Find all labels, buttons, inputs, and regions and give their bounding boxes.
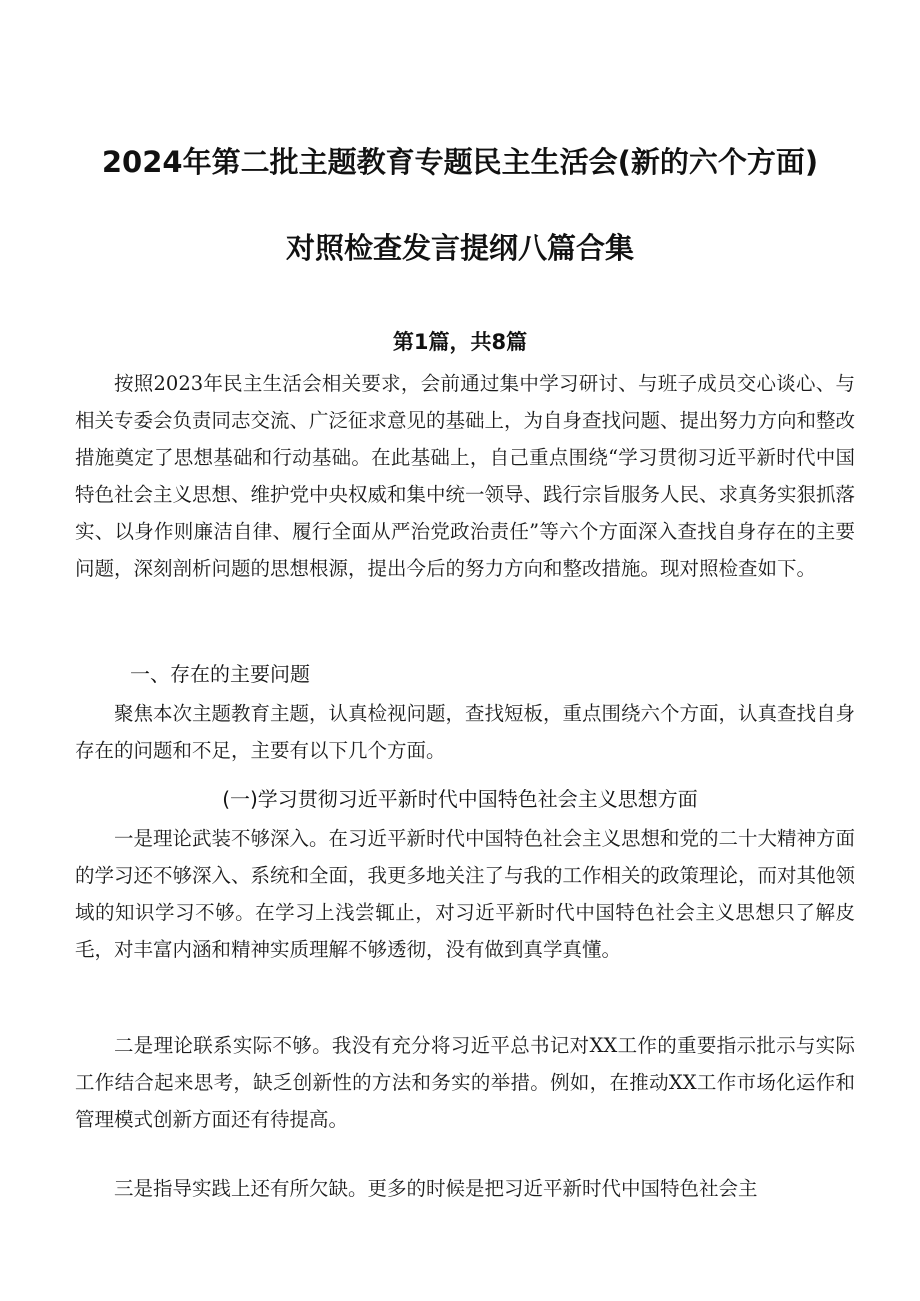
part-label: 第1篇，共8篇 bbox=[392, 330, 528, 354]
section-heading: 一、存在的主要问题 bbox=[130, 662, 310, 686]
body-paragraph-1: 一是理论武装不够深入。在习近平新时代中国特色社会主义思想和党的二十大精神方面的学习还不够深入、系统和全面，我更多地关注了与我的工作相关的政策理论，而对其他领域的知识学习不够。在学习上浅尝辄止，对习近平新时代中国特色社会主义思想只了解皮毛，对丰富内涵和精神实质理解不够透彻，没有做到真学真懂。 bbox=[75, 827, 856, 961]
document-title-line-1: 2024年第二批主题教育专题民主生活会(新的六个方面) bbox=[101, 145, 819, 179]
section-intro-paragraph: 聚焦本次主题教育主题，认真检视问题，查找短板，重点围绕六个方面，认真查找自身存在的问题和不足，主要有以下几个方面。 bbox=[75, 702, 856, 762]
body-paragraph-3: 三是指导实践上还有所欠缺。更多的时候是把习近平新时代中国特色社会主 bbox=[114, 1177, 758, 1200]
document-title-line-2: 对照检查发言提纲八篇合集 bbox=[285, 231, 634, 265]
body-paragraph-2: 二是理论联系实际不够。我没有充分将习近平总书记对XX工作的重要指示批示与实际工作结合起来思考，缺乏创新性的方法和务实的举措。例如，在推动XX工作市场化运作和管理模式创新方面还有待提高。 bbox=[75, 1034, 855, 1131]
intro-paragraph: 按照2023年民主生活会相关要求，会前通过集中学习研讨、与班子成员交心谈心、与相关专委会负责同志交流、广泛征求意见的基础上，为自身查找问题、提出努力方向和整改措施奠定了思想基础和行动基础。在此基础上，自己重点围绕“学习贯彻习近平新时代中国特色社会主义思想、维护党中央权威和集中统一领导、践行宗旨服务人民、求真务实狠抓落实、以身作则廉洁自律、履行全面从严治党政治责任”等六个方面深入查找自身存在的主要问题，深刻剖析问题的思想根源，提出今后的努力方向和整改措施。现对照检查如下。 bbox=[75, 372, 856, 580]
subsection-heading: (一)学习贯彻习近平新时代中国特色社会主义思想方面 bbox=[222, 787, 698, 811]
